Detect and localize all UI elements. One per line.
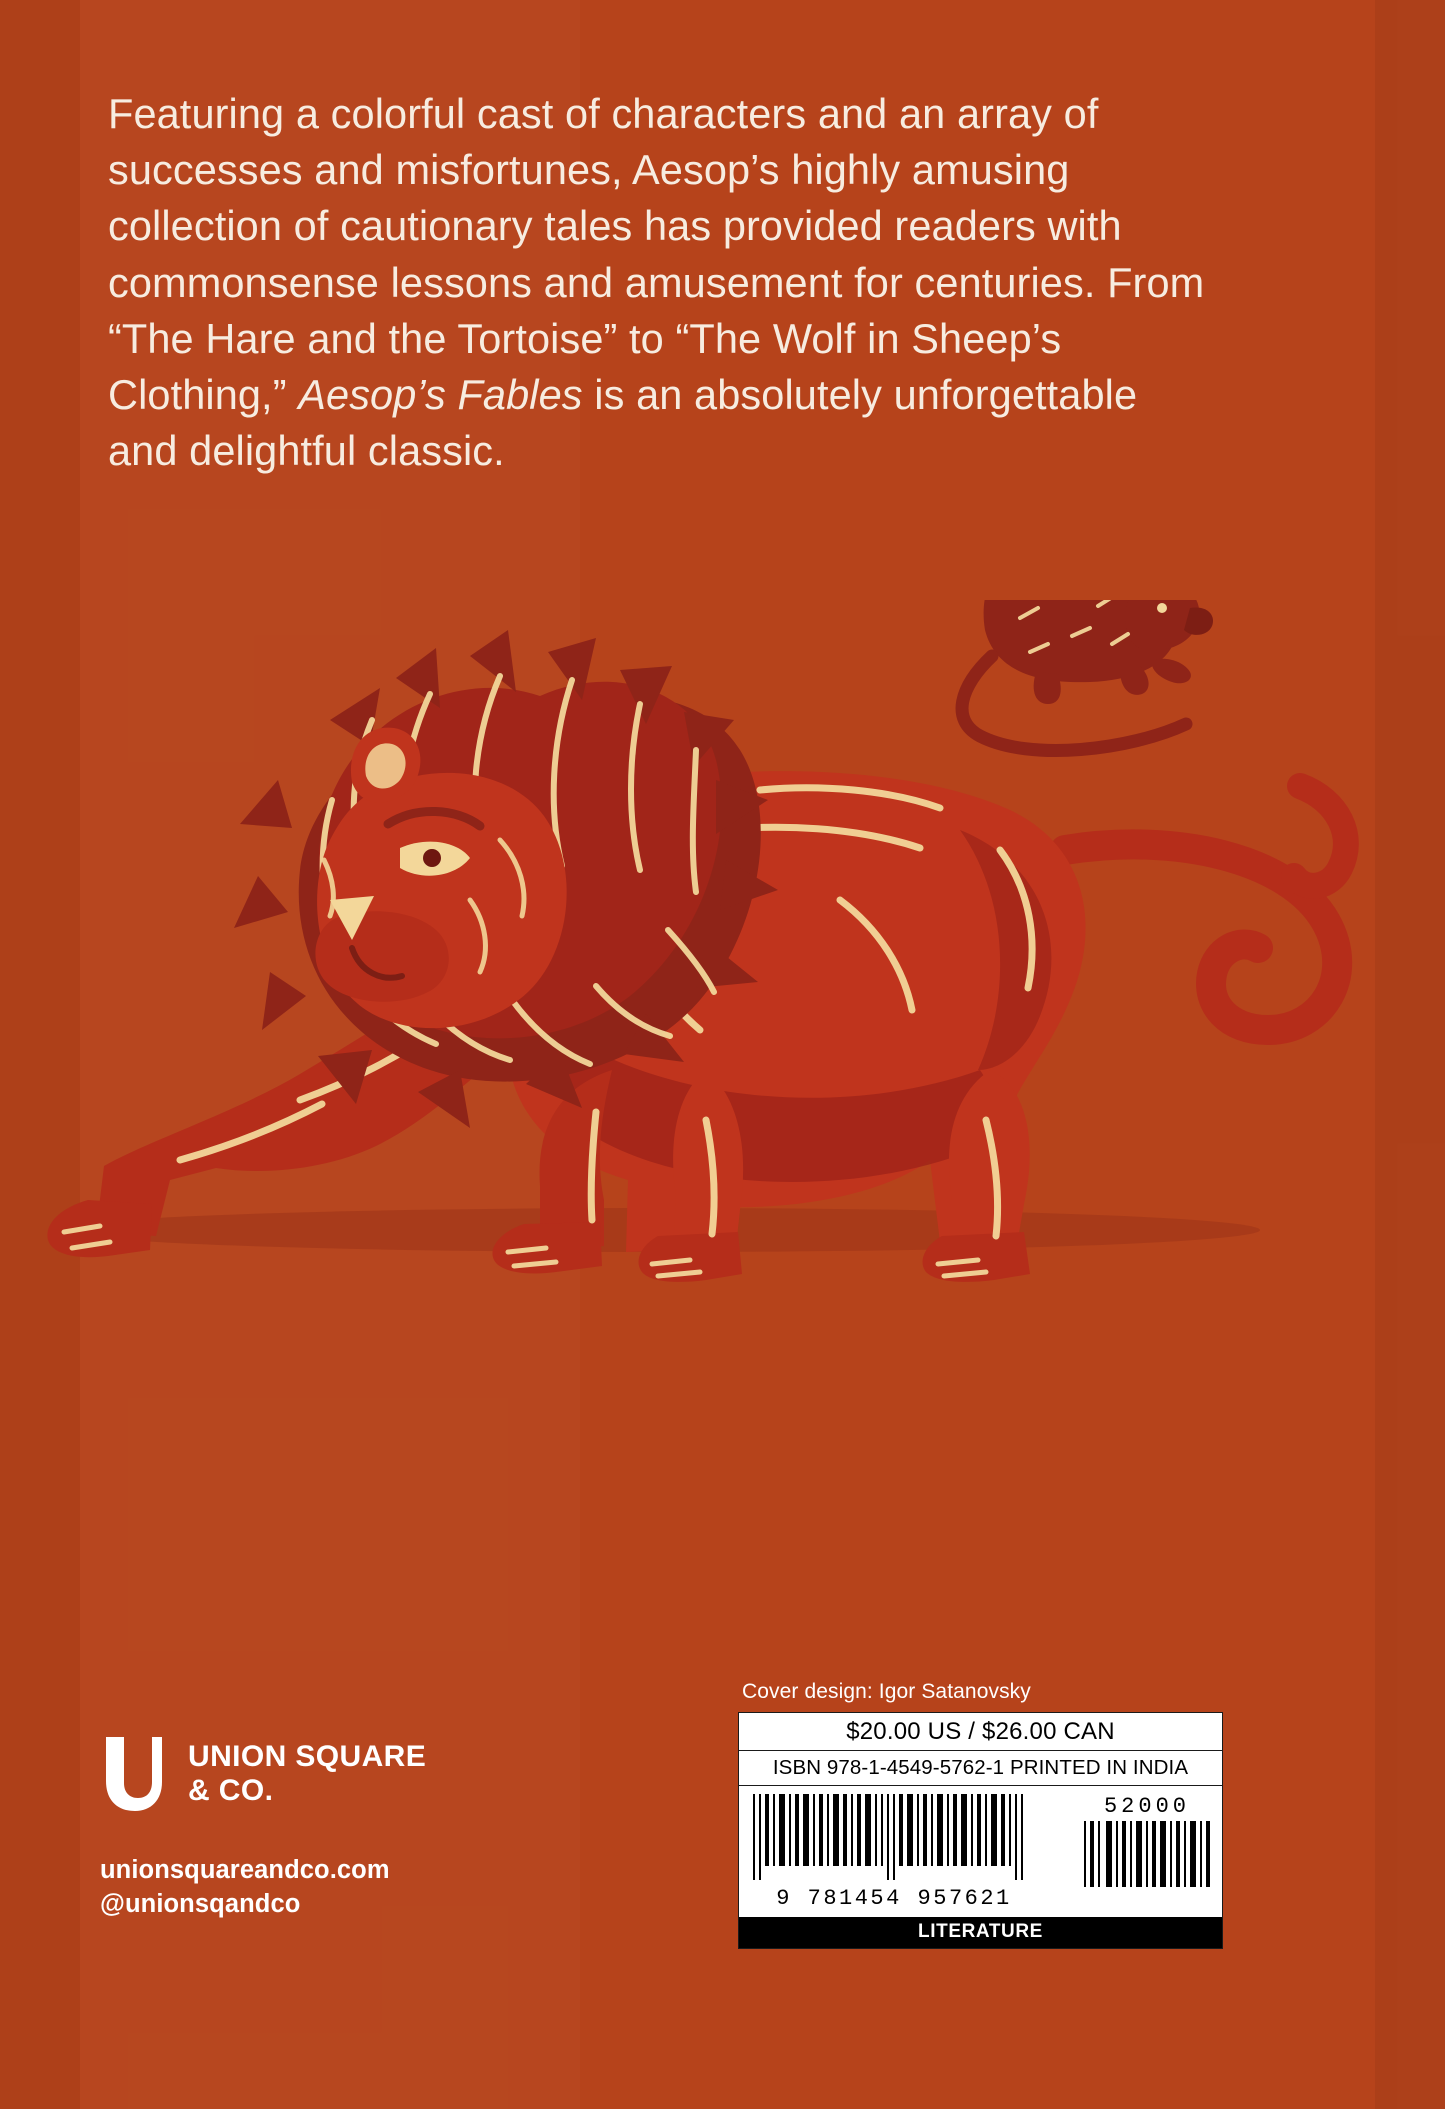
- barcode-block: [738, 1712, 1223, 1949]
- union-square-u-logo-icon: [100, 1735, 166, 1813]
- isbn-line: ISBN 978-1-4549-5762-1 PRINTED IN INDIA: [739, 1751, 1222, 1786]
- publisher-social-handle[interactable]: @unionsqandco: [100, 1890, 301, 1919]
- addon-digits: 52000: [1103, 1794, 1190, 1819]
- publisher-name-line-1: UNION SQUARE: [188, 1740, 427, 1774]
- barcode-graphics: [739, 1786, 1222, 1913]
- genre-label: LITERATURE: [739, 1917, 1222, 1948]
- ean13-barcode: [749, 1794, 1039, 1911]
- cover-design-credit: Cover design: Igor Satanovsky: [742, 1680, 1031, 1703]
- publisher-name: [188, 1740, 426, 1807]
- price-line: $20.00 US / $26.00 CAN: [739, 1713, 1222, 1751]
- mouse-figure: [962, 600, 1213, 751]
- blurb-text-part-1: Featuring a colorful cast of characters and an array of successes and misfortunes, Aesop’s highly amusing collection of cautionary tales has provided readers with commonsense lessons and amusement for centuries. From “The Hare and the Tortoise” to “The Wolf in Sheep’s Clothing,”: [108, 90, 1205, 419]
- lion-figure: [47, 630, 1345, 1282]
- blurb-text-part-2: is an absolutely unforgettable and delightful classic.: [108, 371, 1138, 475]
- back-cover-blurb: [108, 86, 1218, 480]
- blurb-title-italic: Aesop’s Fables: [298, 371, 583, 419]
- publisher-block: [100, 1735, 520, 1922]
- publisher-links: [100, 1853, 520, 1922]
- publisher-logo-row: [100, 1735, 520, 1813]
- ean13-digits: 9 781454 957621: [776, 1886, 1012, 1911]
- barcode-addon: [1082, 1794, 1212, 1892]
- publisher-website[interactable]: unionsquareandco.com: [100, 1856, 390, 1884]
- lion-and-mouse-illustration: [0, 600, 1445, 1680]
- publisher-name-line-2: & CO.: [188, 1774, 274, 1807]
